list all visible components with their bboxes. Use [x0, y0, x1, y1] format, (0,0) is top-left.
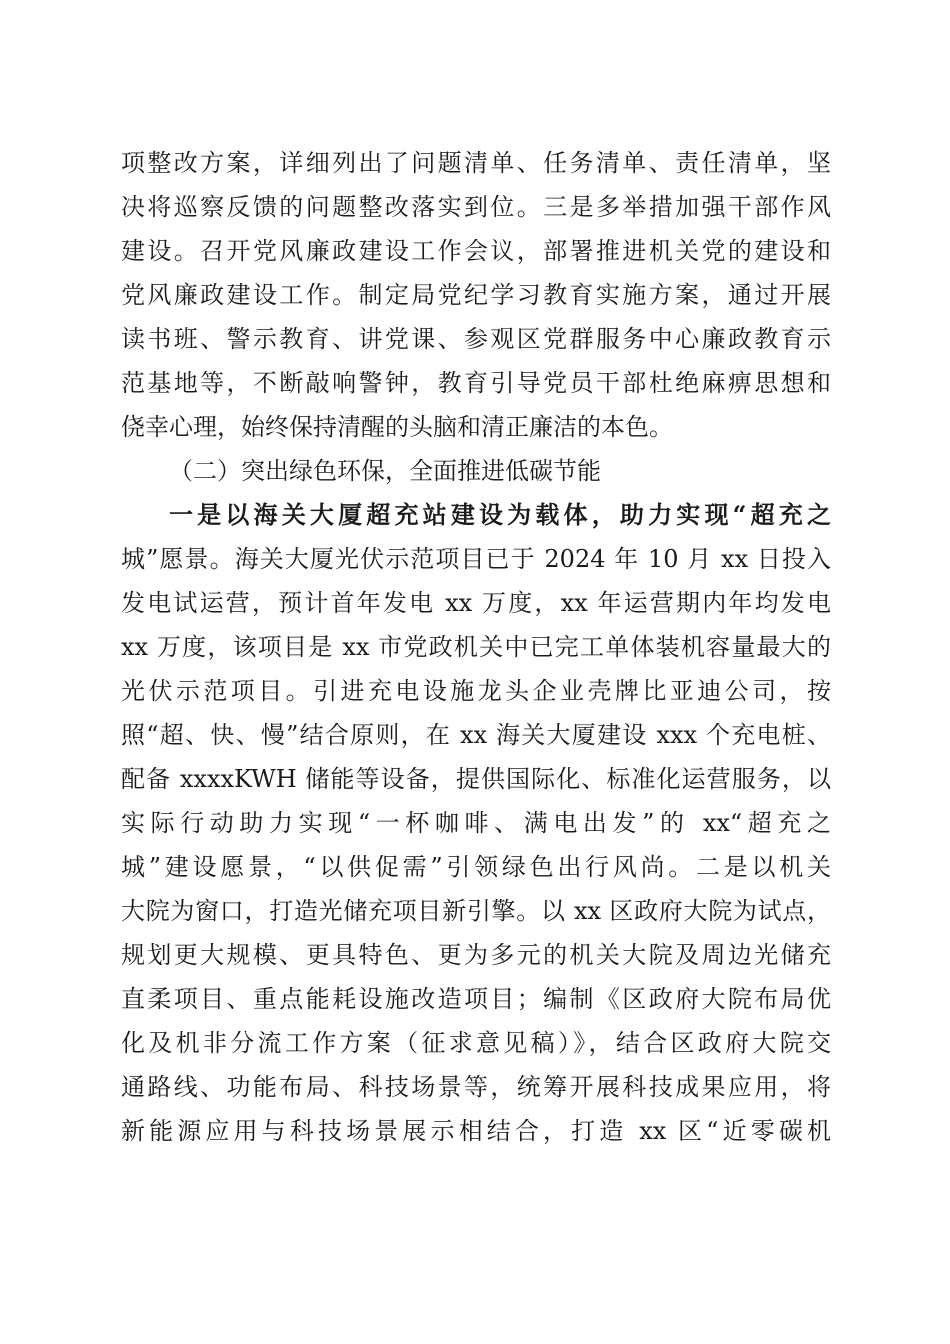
- body-text-line: 范基地等，不断敲响警钟，教育引导党员干部杜绝麻痹思想和: [121, 369, 831, 397]
- body-text-line: 决将巡察反馈的问题整改落实到位。三是多举措加强干部作风: [121, 193, 831, 221]
- body-text-line: 党风廉政建设工作。制定局党纪学习教育实施方案，通过开展: [121, 281, 831, 309]
- body-text-line: xx 万度，该项目是 xx 市党政机关中已完工单体装机容量最大的: [121, 633, 831, 661]
- body-text-line: 照“超、快、慢”结合原则，在 xx 海关大厦建设 xxx 个充电桩、: [121, 721, 831, 749]
- body-text-line: 规划更大规模、更具特色、更为多元的机关大院及周边光储充: [121, 941, 831, 969]
- body-text-line: 项整改方案，详细列出了问题清单、任务清单、责任清单，坚: [121, 149, 831, 177]
- body-text-line: 光伏示范项目。引进充电设施龙头企业壳牌比亚迪公司，按: [121, 677, 831, 705]
- lead-sentence-line: 一是以海关大厦超充站建设为载体，助力实现“超充之: [169, 500, 831, 529]
- body-text-line: 化及机非分流工作方案（征求意见稿）》，结合区政府大院交: [121, 1029, 831, 1057]
- body-text-line: 新能源应用与科技场景展示相结合，打造 xx 区“近零碳机: [121, 1117, 831, 1145]
- body-text-line: 读书班、警示教育、讲党课、参观区党群服务中心廉政教育示: [121, 325, 831, 353]
- body-text-line: 实际行动助力实现“一杯咖啡、满电出发”的 xx“超充之: [121, 809, 831, 837]
- body-text-line: 侥幸心理，始终保持清醒的头脑和清正廉洁的本色。: [121, 413, 673, 441]
- body-text-line: 配备 xxxxKWH 储能等设备，提供国际化、标准化运营服务，以: [121, 765, 831, 793]
- body-text-line: 城”建设愿景，“以供促需”引领绿色出行风尚。二是以机关: [121, 853, 831, 881]
- body-text-line: 大院为窗口，打造光储充项目新引擎。以 xx 区政府大院为试点，: [121, 897, 831, 925]
- section-heading: （二）突出绿色环保，全面推进低碳节能: [169, 457, 601, 485]
- body-text-line: 发电试运营，预计首年发电 xx 万度，xx 年运营期内年均发电: [121, 589, 831, 617]
- body-text-line: 城”愿景。海关大厦光伏示范项目已于 2024 年 10 月 xx 日投入: [121, 545, 831, 573]
- body-text-line: 直柔项目、重点能耗设施改造项目；编制《区政府大院布局优: [121, 985, 831, 1013]
- body-text-line: 通路线、功能布局、科技场景等，统筹开展科技成果应用，将: [121, 1073, 831, 1101]
- body-text-line: 建设。召开党风廉政建设工作会议，部署推进机关党的建设和: [121, 237, 831, 265]
